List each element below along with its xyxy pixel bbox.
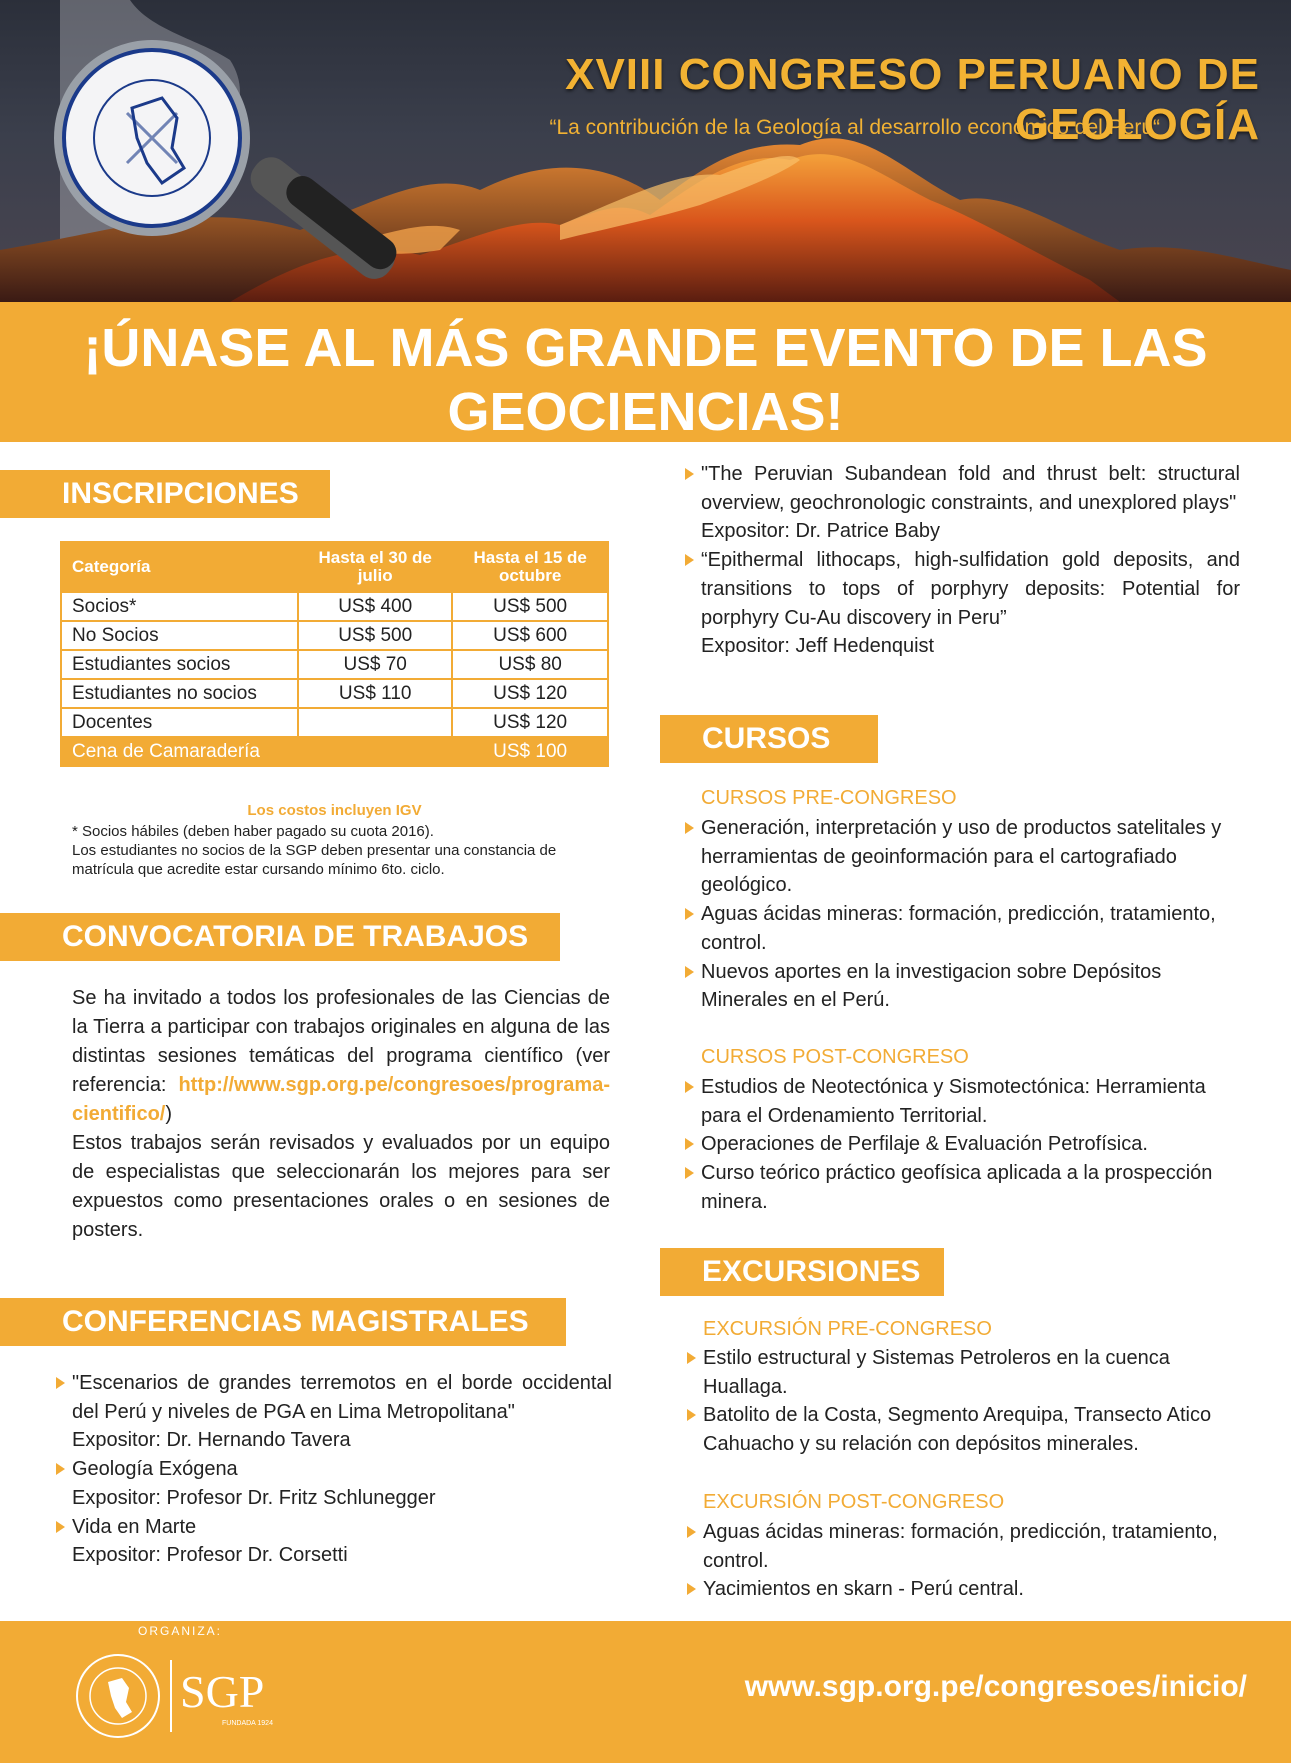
bullet-icon xyxy=(56,1521,65,1533)
list-item xyxy=(685,1073,1245,1130)
fee-table xyxy=(60,541,609,767)
price-cell: US$ 70 xyxy=(298,650,452,679)
convocatoria-paragraph-1: Se ha invitado a todos los profesionales de las Ciencias de la Tierra a participar con trabajos originales en alguna de las distintas sesiones temáticas del programa científico (ver referencia: xyxy=(72,987,610,1096)
headline-banner xyxy=(0,302,1291,442)
list-item xyxy=(685,958,1245,1015)
bullet-icon xyxy=(685,966,694,978)
excursion-item: Estilo estructural y Sistemas Petroleros en la cuenca Huallaga. xyxy=(703,1347,1170,1398)
list-item xyxy=(685,546,1240,661)
section-heading-excursiones: EXCURSIONES xyxy=(660,1248,944,1296)
bullet-icon xyxy=(687,1583,696,1595)
headline-line-2: GEOCIENCIAS! xyxy=(447,382,844,442)
conference-title: Vida en Marte xyxy=(72,1515,197,1538)
cursos-post-label: CURSOS POST-CONGRESO xyxy=(701,1046,969,1068)
excursiones-pre-list xyxy=(687,1344,1247,1459)
list-item xyxy=(56,1513,612,1570)
conference-title: Geología Exógena xyxy=(72,1458,238,1481)
bullet-icon xyxy=(685,1167,694,1179)
table-row xyxy=(61,737,608,766)
conference-speaker: Expositor: Jeff Hedenquist xyxy=(701,635,935,658)
bullet-icon xyxy=(685,554,694,566)
excursion-item: Aguas ácidas mineras: formación, predicción, tratamiento, control. xyxy=(703,1521,1218,1572)
bullet-icon xyxy=(685,468,694,480)
cursos-pre-list xyxy=(685,814,1245,1015)
conference-title: "Escenarios de grandes terremotos en el borde occidental del Perú y niveles de PGA en Lima Metropolitana" xyxy=(72,1372,612,1423)
excursiones-post-label: EXCURSIÓN POST-CONGRESO xyxy=(703,1491,1005,1513)
price-cell xyxy=(298,737,452,766)
price-cell: US$ 600 xyxy=(452,621,608,650)
conference-title: “Epithermal lithocaps, high-sulfidation gold deposits, and transitions to tops of porphyry deposits: Potential for porphyry Cu-Au discovery in Peru” xyxy=(701,549,1240,629)
sgp-seal-logo xyxy=(52,38,252,238)
conference-speaker: Expositor: Profesor Dr. Fritz Schlunegger xyxy=(72,1486,436,1509)
congress-title: XVIII CONGRESO PERUANO DE GEOLOGÍA xyxy=(565,50,1260,149)
category-cell: Docentes xyxy=(61,708,298,737)
excursion-item: Batolito de la Costa, Segmento Arequipa, Transecto Atico Cahuacho y su relación con depósitos minerales. xyxy=(703,1404,1212,1456)
category-cell: Socios* xyxy=(61,592,298,621)
bullet-icon xyxy=(685,1138,694,1150)
conference-speaker: Expositor: Profesor Dr. Corsetti xyxy=(72,1544,348,1567)
price-cell: US$ 100 xyxy=(452,737,608,766)
list-item xyxy=(687,1344,1247,1401)
course-item: Operaciones de Perfilaje & Evaluación Petrofísica. xyxy=(701,1133,1148,1156)
column-header: Hasta el 30 de julio xyxy=(298,542,452,592)
programa-cientifico-link[interactable]: http://www.sgp.org.pe/congresoes/programa-cientifico/ xyxy=(72,1074,610,1125)
table-row xyxy=(61,708,608,737)
section-heading-convocatoria: CONVOCATORIA DE TRABAJOS xyxy=(0,913,560,961)
course-item: Curso teórico práctico geofísica aplicada a la prospección minera. xyxy=(701,1162,1213,1213)
list-item xyxy=(56,1369,612,1455)
table-row xyxy=(61,679,608,708)
category-cell: Estudiantes socios xyxy=(61,650,298,679)
header xyxy=(0,0,1291,302)
closing-paren: ) xyxy=(165,1103,173,1125)
list-item xyxy=(685,900,1245,957)
section-heading-inscripciones: INSCRIPCIONES xyxy=(0,470,330,518)
cursos-post-list xyxy=(685,1073,1245,1217)
column-header: Categoría xyxy=(61,542,298,592)
course-item: Nuevos aportes en la investigacion sobre Depósitos Minerales en el Perú. xyxy=(701,960,1162,1012)
table-row xyxy=(61,592,608,621)
congress-subtitle: “La contribución de la Geología al desarrollo económico del Perú“ xyxy=(549,116,1160,139)
price-cell: US$ 120 xyxy=(452,679,608,708)
course-item: Generación, interpretación y uso de productos satelitales y herramientas de geoinformación para el cartografiado geológico. xyxy=(701,817,1222,897)
list-item xyxy=(687,1401,1247,1458)
note-socios: * Socios hábiles (deben haber pagado su cuota 2016). xyxy=(72,823,434,840)
sgp-founded-text: FUNDADA 1924 xyxy=(222,1720,273,1727)
note-estudiantes: Los estudiantes no socios de la SGP deben presentar una constancia de matrícula que acredite estar cursando mínimo 6to. ciclo. xyxy=(72,842,557,878)
price-cell: US$ 120 xyxy=(452,708,608,737)
conference-speaker: Expositor: Dr. Patrice Baby xyxy=(701,520,940,543)
price-cell xyxy=(298,708,452,737)
course-item: Aguas ácidas mineras: formación, predicción, tratamiento, control. xyxy=(701,903,1216,954)
category-cell: Estudiantes no socios xyxy=(61,679,298,708)
price-cell: US$ 80 xyxy=(452,650,608,679)
conference-title: "The Peruvian Subandean fold and thrust belt: structural overview, geochronologic constraints, and unexplored plays" xyxy=(701,463,1240,514)
list-item xyxy=(687,1575,1247,1604)
convocatoria-text xyxy=(72,984,610,1245)
congress-website-link[interactable]: www.sgp.org.pe/congresoes/inicio/ xyxy=(744,1670,1247,1703)
section-heading-cursos: CURSOS xyxy=(660,715,878,763)
convocatoria-paragraph-2: Estos trabajos serán revisados y evaluados por un equipo de especialistas que seleccionarán los mejores para ser expuestos como presentaciones orales o en sesiones de posters. xyxy=(72,1132,610,1241)
price-cell: US$ 110 xyxy=(298,679,452,708)
table-row xyxy=(61,650,608,679)
course-item: Estudios de Neotectónica y Sismotectónica: Herramienta para el Ordenamiento Territorial. xyxy=(701,1076,1206,1127)
conferencias-list-right xyxy=(685,460,1240,661)
bullet-icon xyxy=(687,1352,696,1364)
price-cell: US$ 500 xyxy=(452,592,608,621)
list-item xyxy=(685,1130,1245,1159)
bullet-icon xyxy=(687,1526,696,1538)
list-item xyxy=(685,460,1240,546)
price-cell: US$ 500 xyxy=(298,621,452,650)
bullet-icon xyxy=(685,908,694,920)
list-item xyxy=(685,1159,1245,1216)
table-header-row xyxy=(61,542,608,592)
price-cell: US$ 400 xyxy=(298,592,452,621)
sgp-logo-text: SGP xyxy=(180,1666,265,1717)
conference-speaker: Expositor: Dr. Hernando Tavera xyxy=(72,1429,351,1452)
cursos-pre-label: CURSOS PRE-CONGRESO xyxy=(701,787,957,809)
excursiones-pre-label: EXCURSIÓN PRE-CONGRESO xyxy=(703,1318,992,1340)
bullet-icon xyxy=(685,822,694,834)
list-item xyxy=(687,1518,1247,1575)
category-cell: Cena de Camaradería xyxy=(61,737,298,766)
footer-divider xyxy=(170,1660,172,1732)
list-item xyxy=(685,814,1245,900)
excursiones-post-list xyxy=(687,1518,1247,1604)
fee-notes xyxy=(72,822,612,879)
bullet-icon xyxy=(687,1409,696,1421)
section-heading-conferencias: CONFERENCIAS MAGISTRALES xyxy=(0,1298,566,1346)
headline-line-1: ¡ÚNASE AL MÁS GRANDE EVENTO DE LAS xyxy=(83,318,1208,378)
footer-seal-logo xyxy=(74,1652,162,1740)
excursion-item: Yacimientos en skarn - Perú central. xyxy=(703,1578,1024,1601)
bullet-icon xyxy=(56,1463,65,1475)
igv-note: Los costos incluyen IGV xyxy=(247,802,422,819)
column-header: Hasta el 15 de octubre xyxy=(452,542,608,592)
table-row xyxy=(61,621,608,650)
bullet-icon xyxy=(56,1377,65,1389)
organiza-label: ORGANIZA: xyxy=(138,1624,223,1638)
bullet-icon xyxy=(685,1081,694,1093)
category-cell: No Socios xyxy=(61,621,298,650)
conferencias-list-left xyxy=(56,1369,612,1570)
list-item xyxy=(56,1455,612,1512)
